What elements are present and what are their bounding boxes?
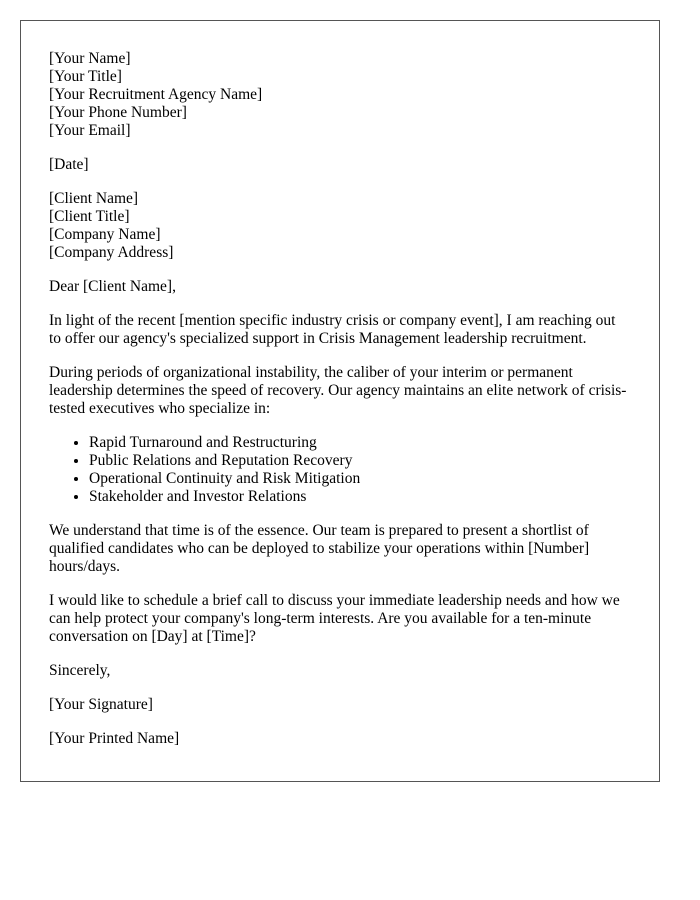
sender-name: [Your Name] [49,50,131,67]
letter-date: [Date] [49,156,89,173]
salutation: Dear [Client Name], [49,278,176,295]
sender-email: [Your Email] [49,122,131,139]
recipient-address: [Company Address] [49,244,174,261]
printed-name: [Your Printed Name] [49,730,180,747]
recipient-company: [Company Name] [49,226,161,243]
recipient-name: [Client Name] [49,190,139,207]
network-paragraph: During periods of organizational instability, the caliber of your interim or permanent leadership determines the speed of recovery. Our agency maintains an elite network of crisis-tested executives who specialize in: [49,364,627,417]
intro-paragraph: In light of the recent [mention specific industry crisis or company event], I am reaching out to offer our agency's specialized support in Crisis Management leadership recruitment. [49,312,616,347]
signature: [Your Signature] [49,696,153,713]
sender-title: [Your Title] [49,68,122,85]
specialties-list [49,434,631,506]
sender-phone: [Your Phone Number] [49,104,187,121]
letter-page [20,20,660,782]
call-paragraph: I would like to schedule a brief call to discuss your immediate leadership needs and how we can help protect your company's long-term interests. Are you available for a ten-minute conversation on [Day] at [Time]? [49,592,620,645]
list-item: • Operational Continuity and Risk Mitigation [89,470,631,488]
list-item: • Stakeholder and Investor Relations [89,488,631,506]
sender-agency: [Your Recruitment Agency Name] [49,86,263,103]
closing: Sincerely, [49,662,111,679]
list-item: • Rapid Turnaround and Restructuring [89,434,631,452]
timeline-paragraph: We understand that time is of the essence. Our team is prepared to present a shortlist of qualified candidates who can be deployed to stabilize your operations within [Number] hours/days. [49,522,590,575]
recipient-block [49,190,631,262]
sender-block [49,50,631,140]
list-item: • Public Relations and Reputation Recovery [89,452,631,470]
recipient-title: [Client Title] [49,208,130,225]
